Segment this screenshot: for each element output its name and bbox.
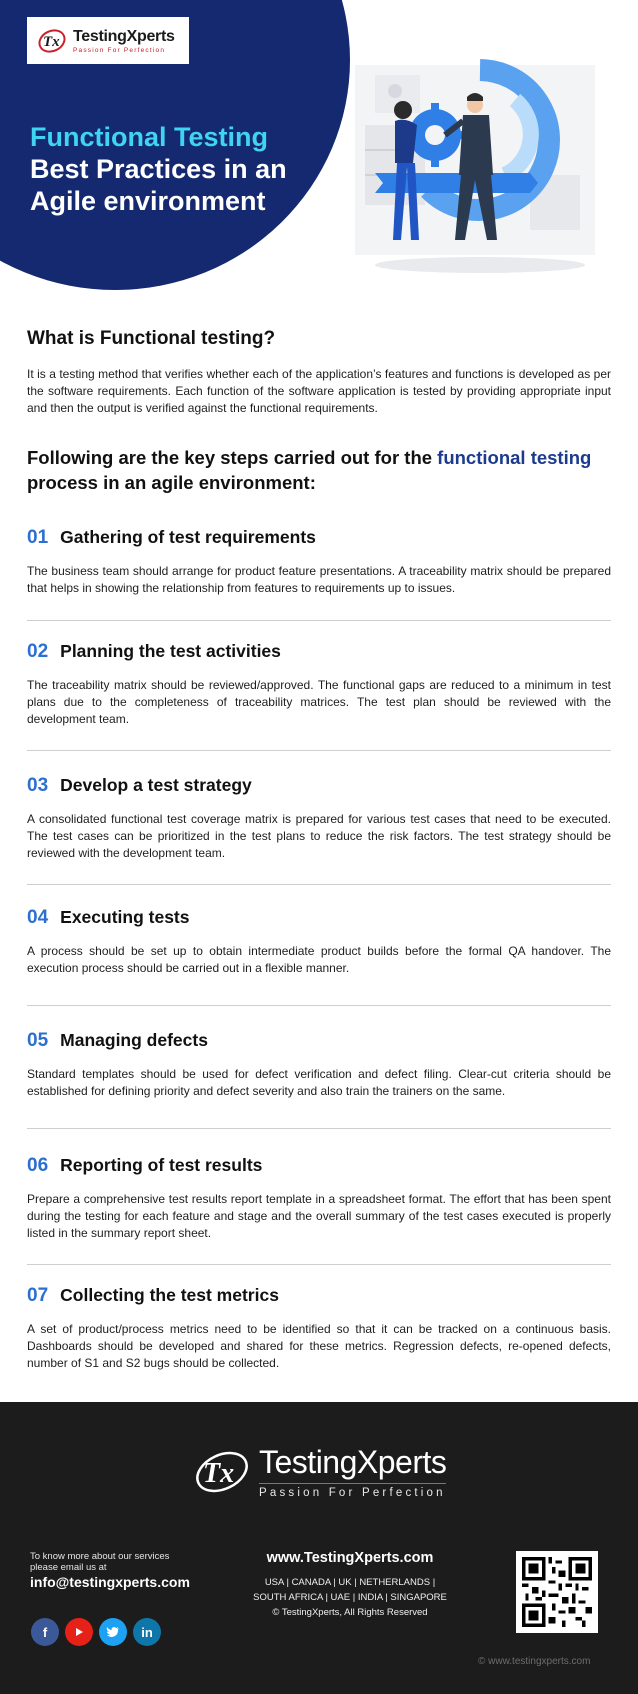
steps-intro-heading	[27, 445, 611, 495]
steps-intro-text-end: process in an agile environment:	[27, 472, 316, 493]
section-divider	[27, 1128, 611, 1129]
hero-section	[0, 0, 638, 300]
contact-email-link[interactable]: info@testingxperts.com	[30, 1574, 190, 1590]
header-logo[interactable]	[27, 17, 189, 64]
footer-logo-tagline: Passion For Perfection	[259, 1483, 446, 1499]
social-links	[31, 1618, 161, 1646]
section-divider	[27, 620, 611, 621]
section-divider	[27, 1005, 611, 1006]
step-description: Standard templates should be used for defect verification and defect filing. Clear-cut criteria should be established for defining priority and defect severity and also train the trainers on the same.	[27, 1067, 611, 1098]
section-divider	[27, 1264, 611, 1265]
step-number: 02	[27, 641, 49, 662]
logo-name: TestingXperts	[73, 27, 175, 45]
step-number: 04	[27, 907, 49, 928]
step-title: Managing defects	[60, 1030, 208, 1050]
step-06	[27, 1155, 611, 1242]
step-number: 01	[27, 527, 49, 548]
locations-line-1: USA | CANADA | UK | NETHERLANDS |	[264, 1577, 436, 1588]
step-title: Collecting the test metrics	[60, 1285, 279, 1305]
section-divider	[27, 750, 611, 751]
hero-title-line-3: Agile environment	[30, 186, 266, 216]
step-title: Gathering of test requirements	[60, 527, 316, 547]
step-02	[27, 641, 611, 728]
hero-title	[30, 121, 330, 217]
steps-intro-highlight: functional testing	[437, 447, 592, 468]
linkedin-icon[interactable]: in	[133, 1618, 161, 1646]
step-03	[27, 775, 611, 862]
main-content	[0, 328, 638, 1372]
website-link[interactable]: www.TestingXperts.com	[266, 1550, 434, 1566]
step-title: Planning the test activities	[60, 641, 281, 661]
step-01	[27, 527, 611, 597]
intro-paragraph: It is a testing method that verifies whether each of the application’s features and functions is developed as per the software requirements. Each function of the software application is tested by providing appropriate input and then the output is verified against the functional requirements.	[27, 367, 611, 415]
step-04	[27, 907, 611, 977]
hero-title-line-1: Functional Testing	[30, 122, 268, 152]
hero-title-line-2: Best Practices in an	[30, 154, 287, 184]
step-description: The traceability matrix should be reviewed/approved. The functional gaps are reduced to a minimum in test plans due to the completeness of traceability matrices. The test plan should be reviewed with the development team.	[27, 678, 611, 726]
contact-label	[30, 1551, 180, 1573]
step-number: 06	[27, 1155, 49, 1176]
tx-logo-icon	[37, 26, 67, 56]
svg-text:Tx: Tx	[43, 33, 60, 50]
step-description: A process should be set up to obtain intermediate product builds before the formal QA handover. The execution process should be carried out in a flexible manner.	[27, 944, 611, 975]
step-title: Develop a test strategy	[60, 775, 252, 795]
step-description: A consolidated functional test coverage matrix is prepared for various test cases that need to be executed. The test cases can be prioritized in the test plans to reduce the risk factors. The test strategy should be reviewed with the development team.	[27, 812, 611, 860]
step-description: The business team should arrange for product feature presentations. A traceability matrix should be prepared that helps in showing the relationship from features to requirements up to issues.	[27, 564, 611, 595]
youtube-icon[interactable]	[65, 1618, 93, 1646]
step-number: 07	[27, 1285, 49, 1306]
footer-logo-name: TestingXperts	[259, 1444, 447, 1480]
footer-watermark: © www.testingxperts.com	[478, 1656, 591, 1667]
contact-label-line-2: please email us at	[30, 1562, 107, 1573]
step-07	[27, 1285, 611, 1372]
footer-logo[interactable]	[193, 1444, 446, 1499]
step-05	[27, 1030, 611, 1100]
step-description: A set of product/process metrics need to be identified so that it can be tracked on a continuous basis. Dashboards should be developed and shared for these metrics. Regression defects, re-opened defects, number of S1 and S2 bugs should be collected.	[27, 1322, 611, 1370]
twitter-icon[interactable]	[99, 1618, 127, 1646]
teamwork-gear-illustration	[355, 55, 605, 285]
step-title: Reporting of test results	[60, 1155, 263, 1175]
qr-code-pattern	[522, 1557, 592, 1627]
locations-line-2: SOUTH AFRICA | UAE | INDIA | SINGAPORE	[253, 1592, 447, 1603]
step-description: Prepare a comprehensive test results report template in a spreadsheet format. The effort that has been spent during the testing for each feature and stage and the overall summary of the test cases executed is properly listed in the summary report sheet.	[27, 1192, 611, 1240]
section-divider	[27, 884, 611, 885]
svg-text:Tx: Tx	[203, 1457, 235, 1489]
office-locations	[230, 1575, 470, 1620]
step-number: 03	[27, 775, 49, 796]
rights-text: © TestingXperts, All Rights Reserved	[272, 1607, 428, 1618]
contact-label-line-1: To know more about our services	[30, 1551, 170, 1562]
qr-code[interactable]	[516, 1551, 598, 1633]
steps-intro-text: Following are the key steps carried out for the	[27, 447, 438, 468]
intro-heading: What is Functional testing?	[27, 328, 276, 349]
step-number: 05	[27, 1030, 49, 1051]
facebook-icon[interactable]: f	[31, 1618, 59, 1646]
logo-tagline: Passion For Perfection	[73, 46, 166, 54]
tx-logo-icon	[193, 1446, 251, 1498]
footer	[0, 1402, 638, 1694]
step-title: Executing tests	[60, 907, 190, 927]
